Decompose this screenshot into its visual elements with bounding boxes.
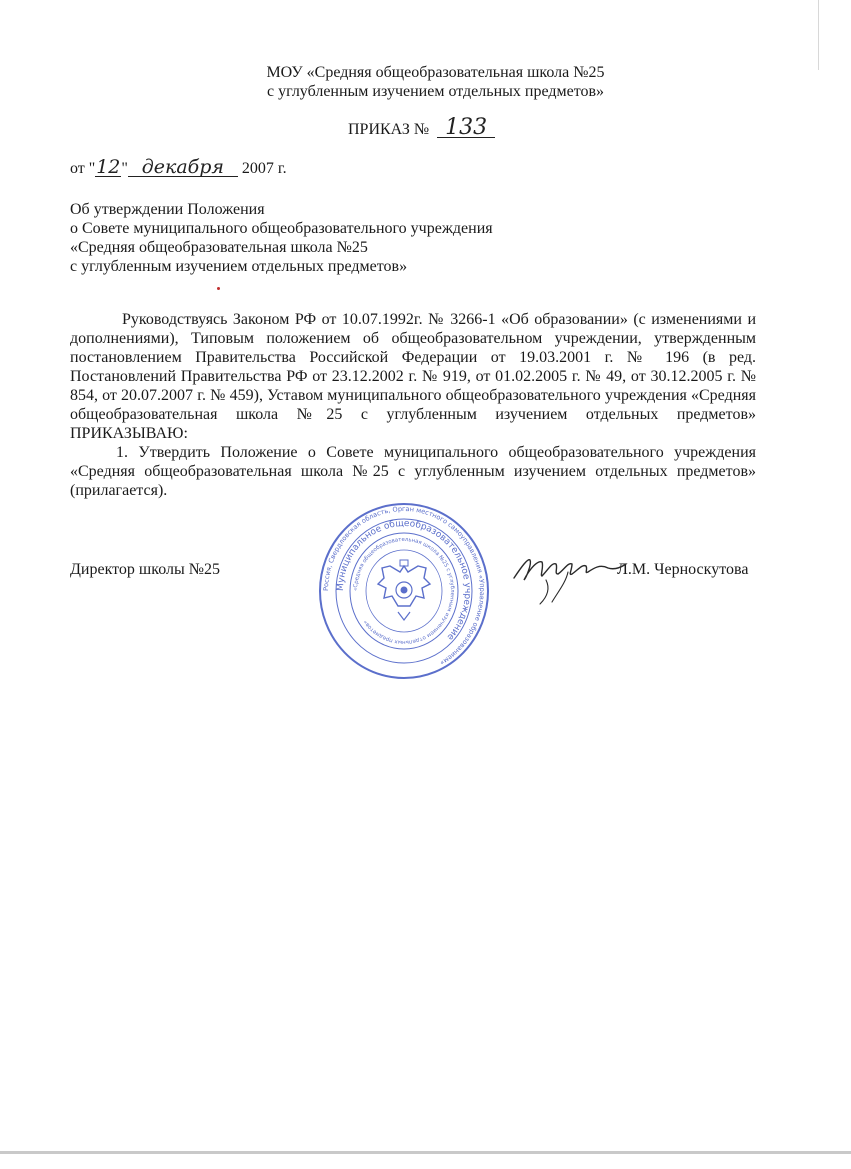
official-seal — [318, 502, 490, 680]
date-prefix: от " — [70, 160, 96, 177]
order-item-1: 1. Утвердить Положение о Совете муниципального общеобразовательного учреждения «Средняя общеобразовательная школа №25 с углубленным изучением отдельных предметов» (прилагается). — [70, 444, 756, 499]
scan-edge — [818, 0, 819, 70]
date-month: декабря — [128, 158, 238, 177]
date-mid: " — [121, 160, 128, 177]
org-line-2: с углубленным изучением отдельных предметов» — [266, 83, 605, 100]
scan-artifact — [0, 1151, 851, 1154]
signatory-position: Директор школы №25 — [70, 561, 220, 578]
ink-speck — [217, 287, 220, 290]
order-body — [70, 310, 756, 500]
order-number: 133 — [437, 119, 495, 138]
order-title — [348, 115, 495, 140]
date-day: 12 — [96, 156, 121, 178]
order-subject — [70, 200, 493, 276]
subject-line-3: «Средняя общеобразовательная школа №25 — [70, 239, 368, 256]
handwritten-signature — [508, 544, 633, 606]
date-year: 2007 г. — [241, 160, 287, 177]
signatory-name: Л.М. Черноскутова — [617, 561, 749, 578]
order-label: ПРИКАЗ № — [348, 121, 430, 138]
order-word: ПРИКАЗЫВАЮ: — [70, 425, 188, 442]
seal-middle-text: Муниципальное общеобразовательное учреждение — [335, 518, 473, 642]
subject-line-4: с углубленным изучением отдельных предметов» — [70, 258, 408, 275]
order-date — [70, 158, 287, 178]
seal-outer-text: Россия, Свердловская область, Орган местного самоуправления «Управление образованием» — [321, 504, 487, 667]
subject-line-1: Об утверждении Положения — [70, 201, 265, 218]
seal-inner-text: «Средняя общеобразовательная школа №25 с углубленным изучением отдельных предметов» — [352, 536, 456, 646]
coat-of-arms-icon — [378, 560, 430, 620]
subject-line-2: о Совете муниципального общеобразовательного учреждения — [70, 220, 493, 237]
preamble-paragraph: Руководствуясь Законом РФ от 10.07.1992г. № 3266-1 «Об образовании» (с изменениями и дополнениями), Типовым положением об общеобразовательном учреждении, утвержденным постановлением Правительства Российской Федерации от 19.03.2001 г. № 196 (в ред. Постановлений Правительства РФ от 23.12.2002 г. № 919, от 01.02.2005 г. № 49, от 30.12.2005 г. № 854, от 20.07.2007 г. № 459), Уставом муниципального общеобразовательного учреждения «Средняя общеобразовательная школа №25 с углубленным изучением отдельных предметов» — [70, 311, 756, 423]
org-line-1: МОУ «Средняя общеобразовательная школа №25 — [266, 64, 605, 81]
